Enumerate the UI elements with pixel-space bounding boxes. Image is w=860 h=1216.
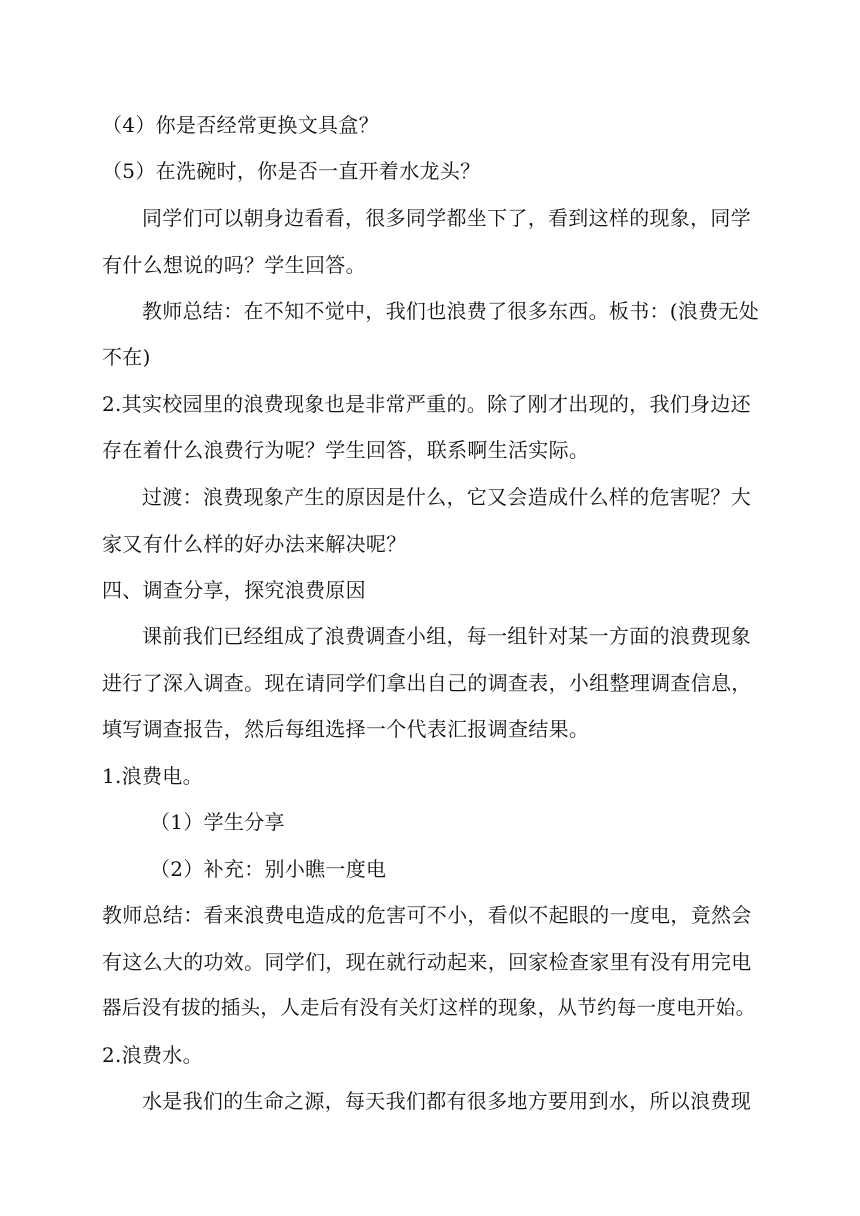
paragraph-line: 家又有什么样的好办法来解决呢？ [102,532,407,556]
paragraph-line: 教师总结：在不知不觉中，我们也浪费了很多东西。板书：(浪费无处 [142,299,760,323]
question-4: （4）你是否经常更换文具盒？ [102,113,379,137]
paragraph-line: 同学们可以朝身边看看，很多同学都坐下了，看到这样的现象，同学 [142,206,751,230]
paragraph-line: 有什么想说的吗？学生回答。 [102,253,366,277]
paragraph-line: 课前我们已经组成了浪费调查小组，每一组针对某一方面的浪费现象 [142,624,751,648]
paragraph-line: 器后没有拔的插头，人走后有没有关灯这样的现象，从节约每一度电开始。 [102,996,756,1019]
list-item: （2）补充：别小瞧一度电 [150,857,387,881]
paragraph-line: 水是我们的生命之源，每天我们都有很多地方要用到水，所以浪费现 [142,1089,751,1113]
paragraph-line: 有这么大的功效。同学们，现在就行动起来，回家检查家里有没有用完电 [102,950,752,974]
paragraph-line: 填写调查报告，然后每组选择一个代表汇报调查结果。 [102,717,590,741]
section-heading: 四、调查分享，探究浪费原因 [102,578,366,602]
paragraph-line: 进行了深入调查。现在请同学们拿出自己的调查表，小组整理调查信息， [102,671,752,695]
subheading: 2.浪费水。 [102,1043,203,1067]
list-item: （1）学生分享 [150,810,285,834]
paragraph-line: 教师总结：看来浪费电造成的危害可不小，看似不起眼的一度电，竟然会 [102,903,752,927]
subheading: 1.浪费电。 [102,764,203,788]
paragraph-line: 过渡：浪费现象产生的原因是什么，它又会造成什么样的危害呢？大 [142,485,751,509]
paragraph-line: 不在) [102,345,151,369]
paragraph-line: 2.其实校园里的浪费现象也是非常严重的。除了刚才出现的，我们身边还 [102,392,751,416]
paragraph-line: 存在着什么浪费行为呢？学生回答，联系啊生活实际。 [102,438,590,462]
question-5: （5）在洗碗时，你是否一直开着水龙头？ [102,159,481,183]
